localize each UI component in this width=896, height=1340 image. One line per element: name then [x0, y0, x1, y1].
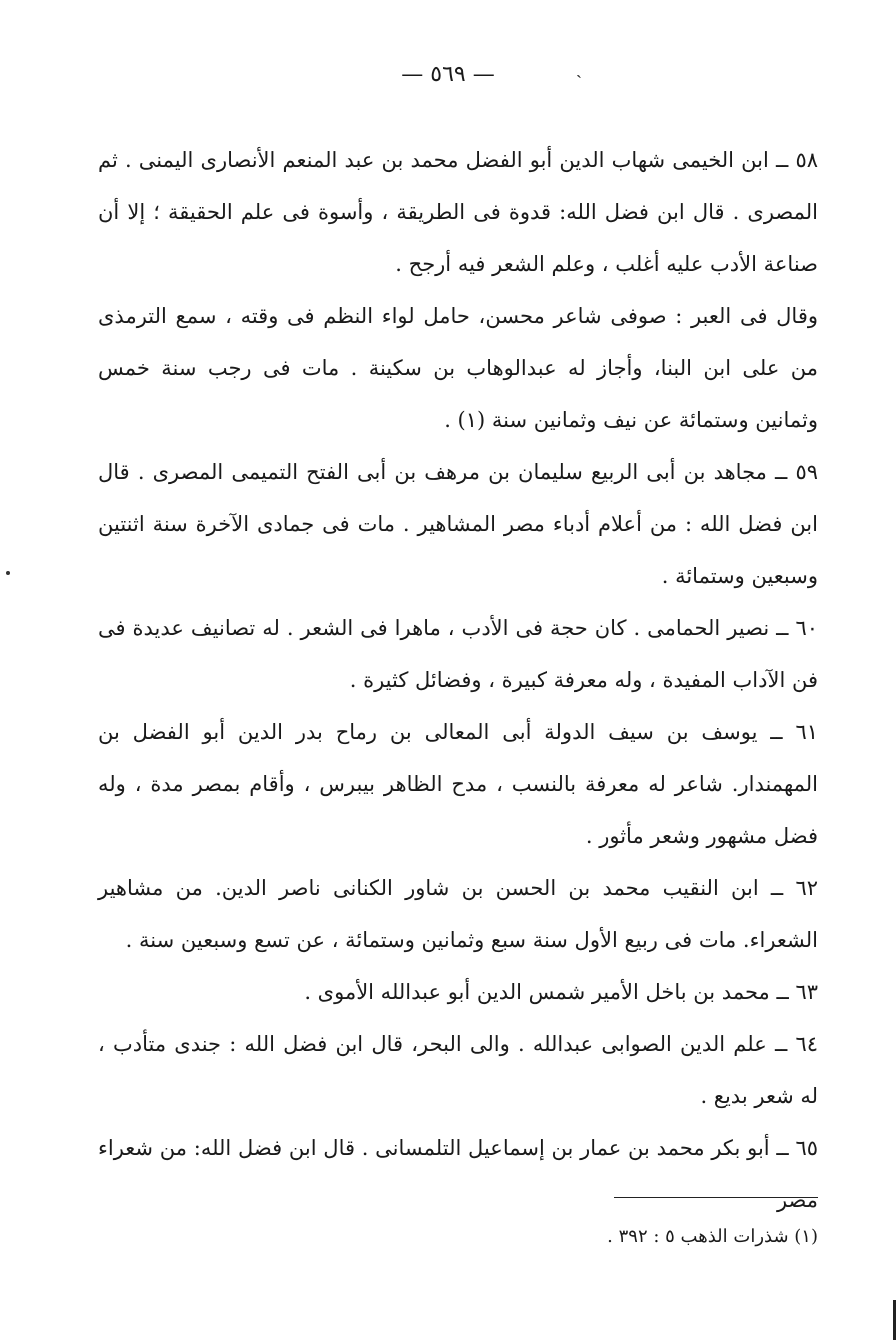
footnote-divider — [614, 1197, 818, 1198]
footnote: (١) شذرات الذهب ٥ : ٣٩٢ . — [607, 1226, 818, 1247]
main-text — [98, 134, 818, 1226]
paragraph-entry-61: ٦١ ــ يوسف بن سيف الدولة أبى المعالى بن رماح بدر الدين أبو الفضل بن المهمندار. شاعر له معرفة بالنسب ، مدح الظاهر بيبرس ، وأقام بمصر مدة ، وله فضل مشهور وشعر مأثور . — [98, 720, 818, 848]
paragraph-entry-64: ٦٤ ــ علم الدين الصوابى عبدالله . والى البحر، قال ابن فضل الله : جندى متأدب ، له شعر بديع . — [98, 1032, 818, 1108]
paragraph-entry-58: ٥٨ ــ ابن الخيمى شهاب الدين أبو الفضل محمد بن عبد المنعم الأنصارى اليمنى . ثم المصرى . قال ابن فضل الله: قدوة فى الطريقة ، وأسوة فى علم الحقيقة ؛ إلا أن صناعة الأدب عليه أغلب ، وعلم الشعر فيه أرجح . — [98, 148, 818, 276]
paragraph-entry-60: ٦٠ ــ نصير الحمامى . كان حجة فى الأدب ، ماهرا فى الشعر . له تصانيف عديدة فى فن الآداب المفيدة ، وله معرفة كبيرة ، وفضائل كثيرة . — [98, 616, 818, 692]
paragraph-entry-59: ٥٩ ــ مجاهد بن أبى الربيع سليمان بن مرهف بن أبى الفتح التميمى المصرى . قال ابن فضل الله : من أعلام أدباء مصر المشاهير . مات فى جمادى الآخرة سنة اثنتين وسبعين وستمائة . — [98, 460, 818, 588]
paragraph-entry-58-continued: وقال فى العبر : صوفى شاعر محسن، حامل لواء النظم فى وقته ، سمع الترمذى من على ابن البنا، وأجاز له عبدالوهاب بن سكينة . مات فى رجب سنة خمس وثمانين وستمائة عن نيف وثمانين سنة (١) . — [98, 304, 818, 432]
margin-mark: ˏ — [576, 58, 582, 79]
paragraph-entry-62: ٦٢ ــ ابن النقيب محمد بن الحسن بن شاور الكنانى ناصر الدين. من مشاهير الشعراء. مات فى ربيع الأول سنة سبع وثمانين وستمائة ، عن تسع وسبعين سنة . — [98, 876, 818, 952]
paragraph-entry-63: ٦٣ ــ محمد بن باخل الأمير شمس الدين أبو عبدالله الأموى . — [304, 980, 818, 1004]
paragraph-entry-65: ٦٥ ــ أبو بكر محمد بن عمار بن إسماعيل التلمسانى . قال ابن فضل الله: من شعراء مصر — [98, 1136, 818, 1212]
page-number: — ٥٦٩ — — [401, 62, 495, 87]
scan-speck — [6, 571, 10, 575]
